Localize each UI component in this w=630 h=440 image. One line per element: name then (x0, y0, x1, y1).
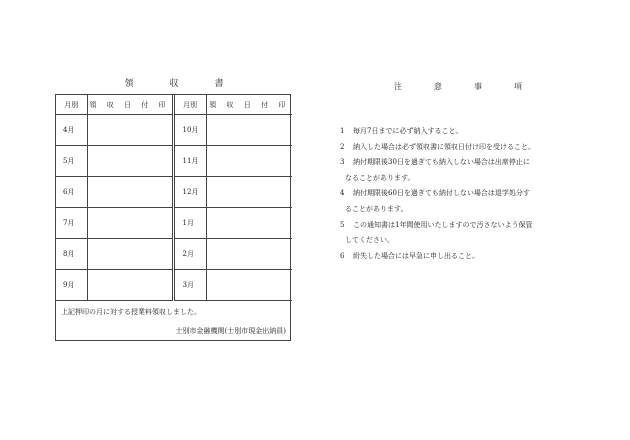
notice-number: 4 (340, 189, 345, 198)
table-row (56, 115, 292, 146)
stamp-cell[interactable] (206, 115, 292, 146)
list-item (340, 155, 580, 186)
stamp-header-right: 領 収 日 付 印 (206, 95, 292, 115)
notice-list (340, 124, 580, 264)
month-cell: 9月 (56, 270, 87, 301)
stamp-cell[interactable] (87, 208, 173, 239)
receipt-footer-note: 上記押印の月に対する授業料領収しました。 (61, 308, 201, 316)
notice-text-continued: ることがあります。 (345, 204, 408, 213)
stamp-cell[interactable] (87, 146, 173, 177)
notice-number: 3 (340, 158, 345, 167)
month-cell: 11月 (173, 146, 206, 177)
receipt-footer-sign: 士別市金融機関(士別市現金出納員) (175, 327, 286, 335)
table-row (56, 239, 292, 270)
table-row (56, 146, 292, 177)
list-item (340, 124, 580, 140)
month-cell: 5月 (56, 146, 87, 177)
notice-title: 注 意 事 項 (394, 82, 522, 91)
notice-number: 6 (340, 251, 345, 260)
receipt-footer (56, 301, 290, 342)
month-cell: 1月 (173, 208, 206, 239)
month-header-left: 月別 (56, 95, 87, 115)
receipt-header-row (56, 95, 292, 115)
month-cell: 7月 (56, 208, 87, 239)
month-cell: 4月 (56, 115, 87, 146)
stamp-cell[interactable] (87, 270, 173, 301)
stamp-cell[interactable] (206, 239, 292, 270)
month-cell: 3月 (173, 270, 206, 301)
notice-text: 納付期限後60日を過ぎても納付しない場合は退学処分す (353, 189, 530, 198)
stamp-header-left: 領 収 日 付 印 (87, 95, 173, 115)
month-header-right: 月別 (173, 95, 206, 115)
receipt-title: 領 収 書 (124, 79, 224, 89)
table-row (56, 177, 292, 208)
notice-text: 紛失した場合には早急に申し出ること。 (353, 251, 479, 260)
stamp-cell[interactable] (206, 177, 292, 208)
notice-text-continued: してください。 (345, 236, 394, 245)
table-row (56, 208, 292, 239)
month-cell: 12月 (173, 177, 206, 208)
month-cell: 2月 (173, 239, 206, 270)
notice-text: 納入した場合は必ず領収書に領収日付け印を受けること。 (353, 142, 535, 151)
notice-number: 2 (340, 142, 345, 151)
stamp-cell[interactable] (206, 208, 292, 239)
month-cell: 10月 (173, 115, 206, 146)
stamp-cell[interactable] (87, 115, 173, 146)
notice-text: 毎月7日までに必ず納入すること。 (353, 127, 463, 135)
stamp-cell[interactable] (206, 270, 292, 301)
notice-text: 納付期限後30日を過ぎても納入しない場合は出席停止に (353, 158, 530, 167)
stamp-cell[interactable] (87, 239, 173, 270)
month-cell: 6月 (56, 177, 87, 208)
month-cell: 8月 (56, 239, 87, 270)
notice-number: 5 (340, 220, 345, 229)
stamp-cell[interactable] (87, 177, 173, 208)
list-item (340, 218, 580, 249)
list-item (340, 249, 580, 265)
list-item (340, 186, 580, 217)
stamp-cell[interactable] (206, 146, 292, 177)
list-item (340, 140, 580, 156)
notice-text: この通知書は1年間使用いたしますので汚さないよう保管 (353, 220, 533, 229)
notice-number: 1 (340, 127, 345, 135)
receipt-table (55, 94, 291, 341)
table-row (56, 270, 292, 301)
notice-text-continued: なることがあります。 (345, 173, 415, 182)
receipt-grid (56, 95, 292, 301)
